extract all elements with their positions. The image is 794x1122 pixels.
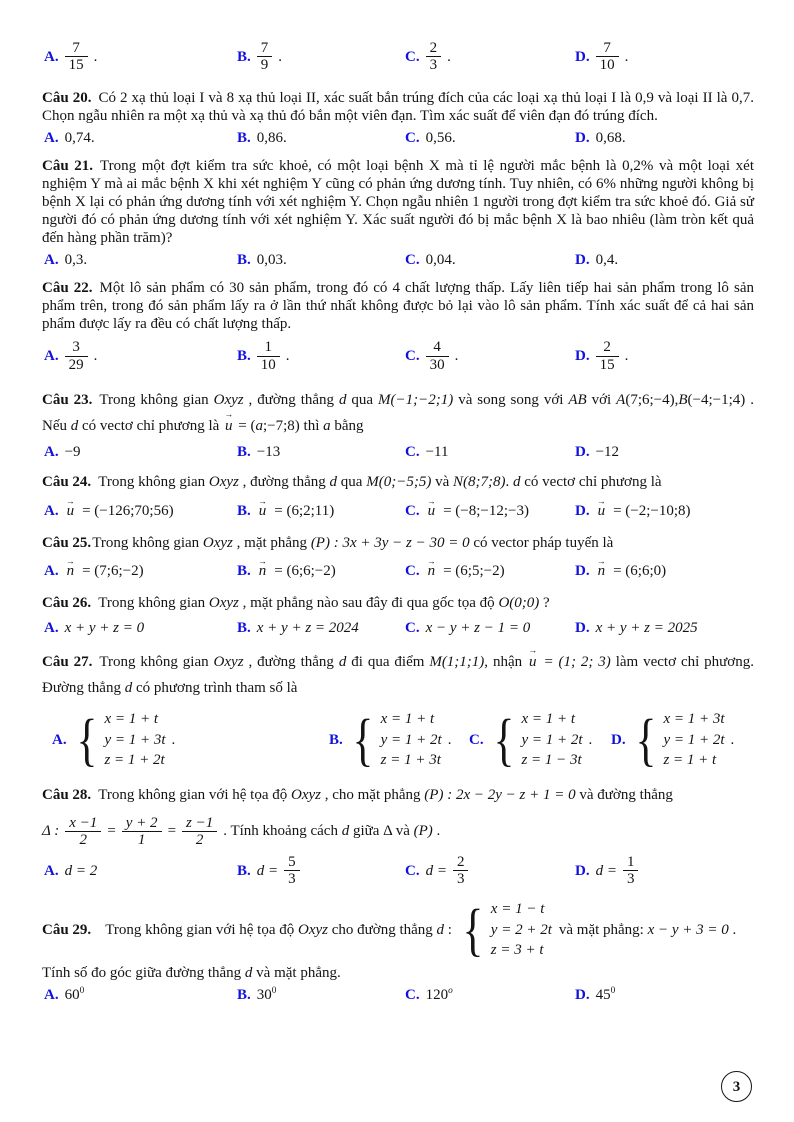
question-label: Câu 20. — [42, 90, 92, 107]
option-c — [405, 339, 575, 372]
option-d — [575, 339, 754, 372]
question-22-options — [44, 339, 754, 372]
fraction-denominator: 30 — [426, 356, 449, 373]
option-value: d = — [595, 862, 617, 879]
option-letter: C. — [405, 862, 420, 879]
fraction-numerator: 1 — [264, 339, 273, 356]
fraction — [65, 40, 88, 73]
option-d — [611, 709, 754, 770]
equation-line: { x = 1 + t — [104, 711, 159, 728]
option-a — [44, 40, 237, 73]
fraction-numerator: 2 — [456, 853, 465, 870]
option-b — [237, 854, 405, 887]
question-22 — [42, 279, 754, 333]
carryover-options-row — [44, 40, 754, 73]
option-letter: D. — [575, 987, 590, 1003]
option-value: x + y + z = 2024 — [256, 619, 359, 636]
option-letter: C. — [405, 348, 420, 365]
option-value: 0,03. — [256, 252, 287, 269]
option-b — [237, 339, 405, 372]
option-value: = (−126;70;56) — [82, 502, 174, 519]
option-letter: C. — [405, 563, 420, 580]
question-label: Câu 21. — [42, 158, 94, 175]
option-c — [469, 709, 611, 770]
option-a — [44, 443, 237, 461]
option-a — [52, 709, 329, 770]
parametric-system — [349, 709, 442, 770]
option-letter: D. — [575, 444, 590, 461]
option-letter: B. — [237, 619, 251, 636]
fraction-denominator: 3 — [453, 870, 469, 887]
fraction — [623, 854, 639, 887]
fraction-denominator: 1 — [122, 831, 162, 848]
option-tail: . — [447, 48, 451, 65]
question-text: . Tính khoảng cách d giữa Δ và (P) . — [223, 823, 441, 840]
question-21 — [42, 157, 754, 247]
option-letter: A. — [44, 252, 59, 269]
option-letter: B. — [329, 731, 343, 748]
option-value — [596, 986, 616, 1004]
option-letter: A. — [44, 987, 59, 1003]
option-value: x − y + z − 1 = 0 — [425, 619, 531, 636]
question-27-options — [52, 709, 754, 770]
fraction-denominator: 3 — [426, 56, 442, 73]
fraction-numerator: 3 — [72, 339, 80, 356]
question-26 — [42, 592, 754, 615]
question-text: Một lô sản phẩm có 30 sản phẩm, trong đó có 4 chất lượng thấp. Lấy liên tiếp hai sản phẩm trong lô sản phẩm trên, trong đó sản phẩm lấy ra ở lần thứ nhất không được bỏ lại vào lô sản phẩm. Tính xác suất để cả hai sản phẩm được lấy ra đều có chất lượng thấp. — [42, 280, 754, 333]
option-letter: B. — [237, 987, 251, 1003]
option-value: −13 — [256, 444, 281, 461]
option-d — [575, 129, 754, 147]
option-letter: B. — [237, 130, 251, 147]
option-b — [237, 129, 405, 147]
option-letter: C. — [405, 130, 420, 147]
equation-line: z = 1 − 3t — [521, 751, 582, 768]
equation-line: y = 2 + 2t — [490, 921, 552, 938]
fraction — [453, 854, 469, 887]
equation-line: y = 1 + 2t — [663, 731, 725, 748]
fraction-denominator: 10 — [257, 356, 280, 373]
angle-value: 60 — [64, 987, 80, 1003]
question-text: Trong không gian Oxyz , đường thẳng d qua M(−1;−2;1) và song song với AB với A(7;6;−4),B(−4;−1;4) . Nếu d có vectơ chỉ phương là u → = (a;−7;8) thì a bằng — [42, 392, 754, 434]
option-letter: B. — [237, 862, 251, 879]
degree-superscript: 0 — [79, 986, 85, 996]
fraction — [65, 815, 101, 848]
option-value: = (−2;−10;8) — [613, 502, 691, 519]
option-value: = (6;6;0) — [613, 563, 667, 580]
page-number-badge: 3 — [721, 1071, 752, 1102]
option-letter: C. — [469, 731, 484, 748]
question-label: Câu 22. — [42, 280, 93, 297]
option-value: −9 — [64, 444, 81, 461]
equation-line: z = 1 + 3t — [380, 751, 441, 768]
option-d — [575, 251, 754, 269]
fraction-numerator: z −1 — [186, 814, 214, 831]
question-20 — [42, 89, 754, 125]
option-c — [405, 619, 575, 637]
option-letter: B. — [237, 502, 251, 519]
option-letter: C. — [405, 444, 420, 461]
angle-value: 120 — [425, 987, 449, 1003]
question-text: Trong một đợt kiểm tra sức khoẻ, có một loại bệnh X mà tỉ lệ người mắc bệnh là 0,2% và một loại xét nghiệm Y mà ai mắc bệnh X khi xét nghiệm Y cũng có phản ứng dương tính. Tuy nhiên, có 6% những người không bị bệnh X lại có phản ứng dương tính với xét nghiệm Y. Chọn ngẫu nhiên 1 người trong đợt kiểm tra sức khoẻ đó. Giả sử người đó có phản ứng dương tính với xét nghiệm Y. Xác suất người đó bị mắc bệnh X là bao nhiêu (làm tròn kết quả đến hàng phần trăm)? — [42, 158, 754, 247]
option-tail: . — [624, 348, 629, 365]
option-value: −11 — [425, 444, 449, 461]
fraction-numerator: y + 2 — [125, 814, 158, 831]
option-letter: B. — [237, 563, 251, 580]
equation-line: y = 1 + 3t — [104, 731, 166, 748]
option-value: d = — [425, 862, 447, 879]
option-letter: C. — [405, 48, 420, 65]
option-letter: C. — [405, 987, 420, 1003]
option-d — [575, 619, 754, 637]
fraction — [182, 815, 217, 848]
option-a — [44, 619, 237, 637]
equation-line: y = 1 + 2t — [521, 731, 583, 748]
vector-symbol: u → — [426, 502, 438, 520]
option-b — [237, 562, 405, 580]
option-letter: D. — [575, 563, 590, 580]
option-b — [237, 502, 405, 520]
parametric-system — [459, 899, 552, 960]
option-tail: . — [171, 731, 176, 748]
option-value: = (6;5;−2) — [443, 563, 505, 580]
option-a — [44, 129, 237, 147]
degree-superscript: 0 — [271, 986, 277, 996]
option-letter: D. — [575, 348, 590, 365]
fraction-numerator: 7 — [72, 40, 80, 56]
option-tail: . — [454, 348, 459, 365]
equals-sign: = — [167, 823, 177, 840]
degree-superscript: 0 — [610, 986, 616, 996]
option-letter: B. — [237, 252, 251, 269]
fraction-denominator: 2 — [182, 831, 217, 848]
question-23-options — [44, 443, 754, 461]
option-b — [237, 40, 405, 73]
vector-symbol: n → — [65, 562, 77, 580]
option-value: 0,04. — [425, 252, 456, 269]
fraction-denominator: 10 — [596, 56, 619, 73]
question-21-options — [44, 251, 754, 269]
angle-value: 30 — [256, 987, 272, 1003]
option-letter: D. — [575, 619, 590, 636]
option-letter: A. — [44, 502, 59, 519]
option-letter: B. — [237, 348, 251, 365]
equation-line: z = 1 + t — [663, 751, 717, 768]
question-text: và mặt phẳng: x − y + 3 = 0 . — [558, 921, 737, 938]
fraction-denominator: 9 — [257, 56, 273, 73]
fraction-denominator: 3 — [284, 870, 300, 887]
option-value: 0,74. — [64, 130, 95, 147]
option-value: = (6;2;11) — [274, 502, 335, 519]
option-tail: . — [730, 731, 735, 748]
fraction — [284, 854, 300, 887]
fraction-numerator: x −1 — [69, 814, 98, 831]
option-letter: A. — [44, 862, 59, 879]
question-text: Trong không gian Oxyz , đường thẳng d qua M(0;−5;5) và N(8;7;8). d có vectơ chỉ phương là — [98, 474, 662, 491]
option-d — [575, 443, 754, 461]
option-letter: A. — [44, 619, 59, 636]
vector-symbol: u → — [65, 502, 77, 520]
equation-line: { x = 1 + t — [380, 711, 435, 728]
vector-symbol: u → — [257, 502, 269, 520]
fraction-denominator: 3 — [623, 870, 639, 887]
option-letter: A. — [44, 130, 59, 147]
option-value: 0,3. — [64, 252, 88, 269]
question-label: Câu 24. — [42, 474, 92, 491]
option-letter: B. — [237, 444, 251, 461]
option-c — [405, 854, 575, 887]
question-23 — [42, 387, 754, 440]
question-text: Trong không gian với hệ tọa độ Oxyz , cho mặt phẳng (P) : 2x − 2y − z + 1 = 0 và đường thẳng — [98, 787, 673, 803]
question-text: Tính số đo góc giữa đường thẳng d và mặt phẳng. — [42, 965, 341, 981]
option-value: d = 2 — [64, 862, 98, 879]
option-b — [237, 986, 405, 1004]
option-letter: C. — [405, 252, 420, 269]
question-20-options — [44, 129, 754, 147]
option-tail: . — [93, 48, 98, 65]
option-letter: A. — [44, 348, 59, 365]
question-label: Câu 29. — [42, 921, 92, 938]
fraction — [596, 339, 619, 372]
question-28-options — [44, 854, 754, 887]
option-c — [405, 251, 575, 269]
fraction-numerator: 2 — [603, 339, 611, 356]
fraction-numerator: 2 — [429, 40, 438, 56]
question-25-options — [44, 562, 754, 580]
fraction-denominator: 29 — [65, 356, 88, 373]
option-letter: D. — [575, 252, 590, 269]
option-value: −12 — [595, 444, 620, 461]
fraction — [122, 815, 162, 848]
option-letter: D. — [575, 502, 590, 519]
equation-line: { x = 1 + t — [521, 711, 576, 728]
option-value: d = — [256, 862, 279, 879]
option-value: = (6;6;−2) — [274, 563, 336, 580]
option-d — [575, 562, 754, 580]
option-value: x + y + z = 0 — [64, 619, 145, 636]
option-value: 0,68. — [595, 130, 626, 147]
option-a — [44, 251, 237, 269]
question-28-equation — [42, 815, 754, 848]
option-tail: . — [624, 48, 629, 65]
equation-line: z = 3 + t — [490, 941, 544, 958]
option-letter: A. — [44, 563, 59, 580]
option-d — [575, 854, 754, 887]
question-27 — [42, 649, 754, 702]
delta-symbol: Δ : — [42, 823, 60, 840]
vector-symbol: n → — [596, 562, 608, 580]
option-a — [44, 339, 237, 372]
option-a — [44, 502, 237, 520]
option-letter: B. — [237, 48, 251, 65]
fraction-numerator: 7 — [603, 40, 611, 56]
question-text: Trong không gian Oxyz , mặt phẳng nào sau đây đi qua gốc tọa độ O(0;0) ? — [98, 595, 550, 612]
option-a — [44, 862, 237, 880]
degree-superscript: o — [448, 986, 453, 996]
parametric-system — [632, 709, 725, 770]
fraction-denominator: 15 — [596, 356, 619, 373]
option-tail: . — [278, 48, 283, 65]
question-text: Trong không gian Oxyz , đường thẳng d đi qua điểm M(1;1;1), nhận u → = (1; 2; 3) làm vectơ chỉ phương. Đường thẳng d có phương trình tham số là — [42, 654, 754, 696]
option-c — [405, 502, 575, 520]
fraction — [426, 339, 449, 372]
option-c — [405, 562, 575, 580]
question-label: Câu 27. — [42, 653, 93, 670]
fraction-numerator: 5 — [288, 853, 296, 870]
option-value — [65, 986, 85, 1004]
option-tail: . — [447, 731, 452, 748]
option-value: = (−8;−12;−3) — [443, 502, 530, 519]
fraction — [257, 40, 273, 73]
fraction-denominator: 15 — [65, 56, 88, 73]
option-c — [405, 443, 575, 461]
fraction-numerator: 4 — [433, 339, 441, 356]
vector-symbol: n → — [426, 562, 438, 580]
vector-symbol: u → — [596, 502, 608, 520]
option-b — [329, 709, 469, 770]
option-value — [426, 986, 453, 1004]
fraction — [426, 40, 442, 73]
question-label: Câu 25. — [42, 534, 92, 551]
option-value: = (7;6;−2) — [82, 563, 144, 580]
fraction-numerator: 1 — [626, 853, 635, 870]
option-letter: A. — [52, 731, 67, 748]
option-value: 0,86. — [256, 130, 287, 147]
equation-line: { x = 1 − t — [490, 901, 545, 918]
option-letter: D. — [575, 48, 590, 65]
question-label: Câu 28. — [42, 787, 92, 803]
option-b — [237, 443, 405, 461]
question-25 — [42, 532, 754, 555]
option-letter: A. — [44, 444, 59, 461]
question-text: Trong không gian với hệ tọa độ Oxyz cho đường thẳng d : — [105, 921, 452, 938]
question-label: Câu 23. — [42, 391, 93, 408]
option-d — [575, 40, 754, 73]
option-letter: D. — [575, 130, 590, 147]
option-d — [575, 986, 754, 1004]
question-29 — [42, 899, 754, 960]
option-tail: . — [285, 348, 290, 365]
fraction — [596, 40, 619, 73]
question-text: Có 2 xạ thủ loại I và 8 xạ thủ loại II, xác suất bắn trúng đích của các loại xạ thủ loại I là 0,9 và loại II là 0,7. Chọn ngẫu nhiên ra một xạ thủ và xạ thủ đó bắn một viên đạn. Tìm xác suất để viên đạn đó trúng đích. — [42, 90, 754, 125]
equals-sign: = — [107, 823, 116, 840]
option-tail: . — [588, 731, 593, 748]
question-text: Trong không gian Oxyz , mặt phẳng (P) : 3x + 3y − z − 30 = 0 có vector pháp tuyến là — [92, 534, 614, 551]
option-value: 0,4. — [595, 252, 619, 269]
option-value — [257, 986, 277, 1004]
option-value: x + y + z = 2025 — [595, 619, 698, 636]
option-c — [405, 40, 575, 73]
option-a — [44, 562, 237, 580]
option-c — [405, 129, 575, 147]
question-29-options — [44, 986, 754, 1004]
parametric-system — [73, 709, 166, 770]
fraction-numerator: 7 — [260, 40, 269, 56]
option-d — [575, 502, 754, 520]
option-letter: C. — [405, 619, 420, 636]
option-letter: C. — [405, 502, 420, 519]
angle-value: 45 — [595, 987, 611, 1003]
option-a — [44, 986, 237, 1004]
vector-symbol: n → — [257, 562, 269, 580]
equation-line: y = 1 + 2t — [380, 731, 442, 748]
option-b — [237, 619, 405, 637]
equation-line: { x = 1 + 3t — [663, 711, 725, 728]
fraction-denominator: 2 — [65, 831, 101, 848]
question-26-options — [44, 619, 754, 637]
question-24-options — [44, 502, 754, 520]
question-28 — [42, 784, 754, 807]
equation-line: z = 1 + 2t — [104, 751, 165, 768]
question-24 — [42, 471, 754, 494]
question-label: Câu 26. — [42, 595, 92, 612]
option-b — [237, 251, 405, 269]
option-letter: D. — [575, 862, 590, 879]
option-c — [405, 986, 575, 1004]
option-tail: . — [93, 348, 98, 365]
fraction — [257, 339, 280, 372]
option-value: 0,56. — [425, 130, 456, 147]
option-letter: A. — [44, 48, 59, 65]
question-29-line2 — [42, 964, 754, 982]
fraction — [65, 339, 88, 372]
parametric-system — [490, 709, 583, 770]
option-letter: D. — [611, 731, 626, 748]
